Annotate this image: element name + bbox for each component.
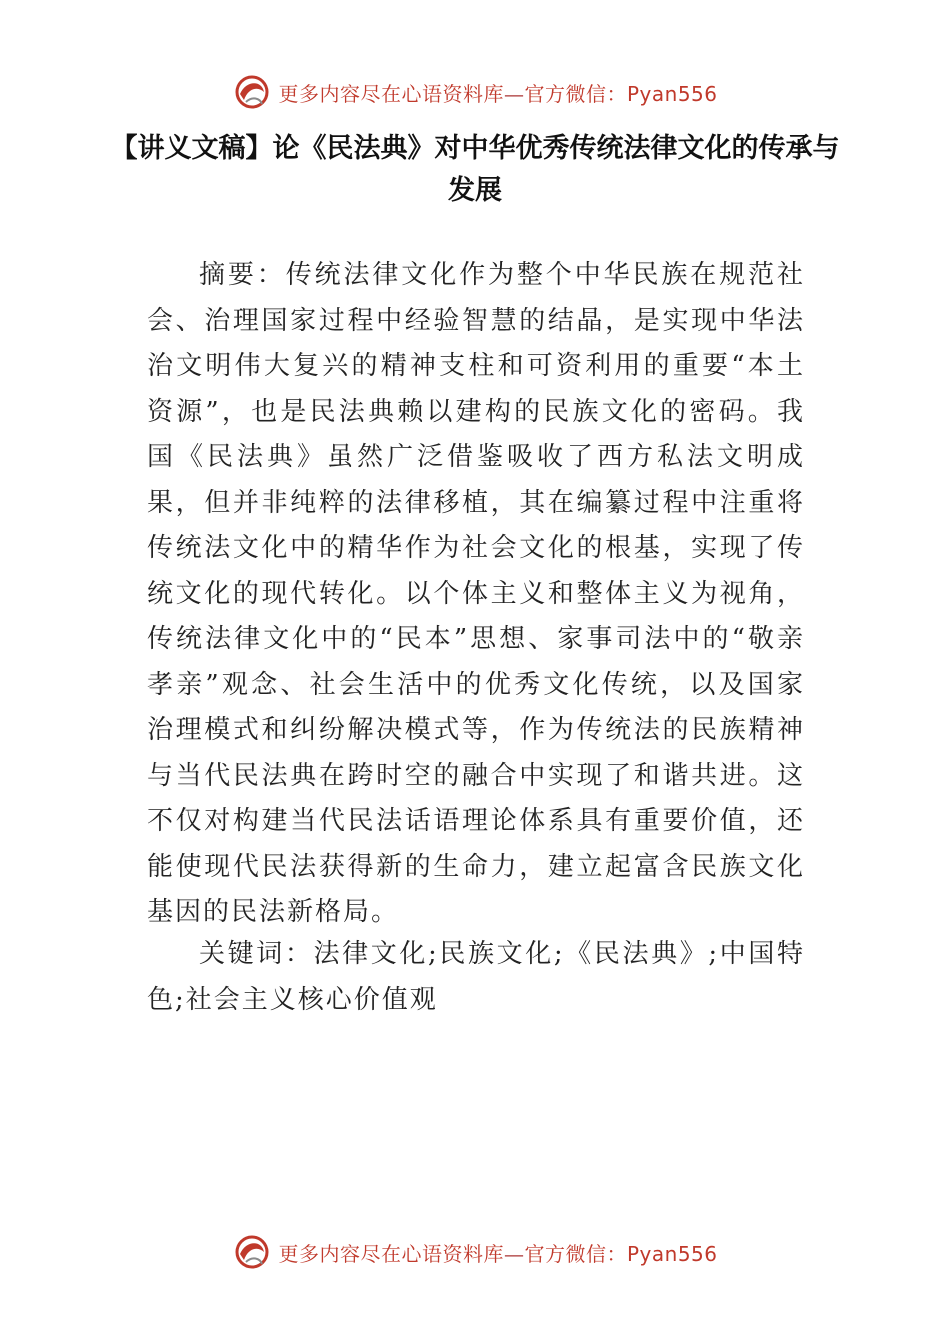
banner-main-text: 更多内容尽在心语资料库 (278, 1241, 504, 1266)
banner-main-text: 更多内容尽在心语资料库 (278, 81, 504, 106)
header-banner (0, 70, 950, 114)
abstract-paragraph: 摘要：传统法律文化作为整个中华民族在规范社会、治理国家过程中经验智慧的结晶，是实现中华法治文明伟大复兴的精神支柱和可资利用的重要“本土资源”，也是民法典赖以建构的民族文化的密码。我国《民法典》虽然广泛借鉴吸收了西方私法文明成果，但并非纯粹的法律移植，其在编纂过程中注重将传统法文化中的精华作为社会文化的根基，实现了传统文化的现代转化。以个体主义和整体主义为视角，传统法律文化中的“民本”思想、家事司法中的“敬亲孝亲”观念、社会生活中的优秀文化传统，以及国家治理模式和纠纷解决模式等，作为传统法的民族精神与当代民法典在跨时空的融合中实现了和谐共进。这不仅对构建当代民法话语理论体系具有重要价值，还能使现代民法获得新的生命力，建立起富含民族文化基因的民法新格局。 (147, 260, 805, 927)
banner-text (278, 78, 717, 107)
banner-text (278, 1238, 717, 1267)
footer-banner (0, 1230, 950, 1274)
banner-wechat-label: 官方微信： (524, 1241, 627, 1266)
red-swirl-logo-icon (232, 1232, 272, 1272)
banner-wechat-id: Pyan556 (626, 1241, 718, 1266)
banner-separator: — (503, 81, 525, 106)
keywords-paragraph: 关键词：法律文化;民族文化;《民法典》;中国特色;社会主义核心价值观 (147, 939, 805, 1015)
document-title: 【讲义文稿】论《民法典》对中华优秀传统法律文化的传承与发展 (110, 133, 840, 206)
banner-wechat-label: 官方微信： (524, 81, 627, 106)
banner-separator: — (503, 1241, 525, 1266)
red-swirl-logo-icon (232, 72, 272, 112)
banner-wechat-id: Pyan556 (626, 81, 718, 106)
